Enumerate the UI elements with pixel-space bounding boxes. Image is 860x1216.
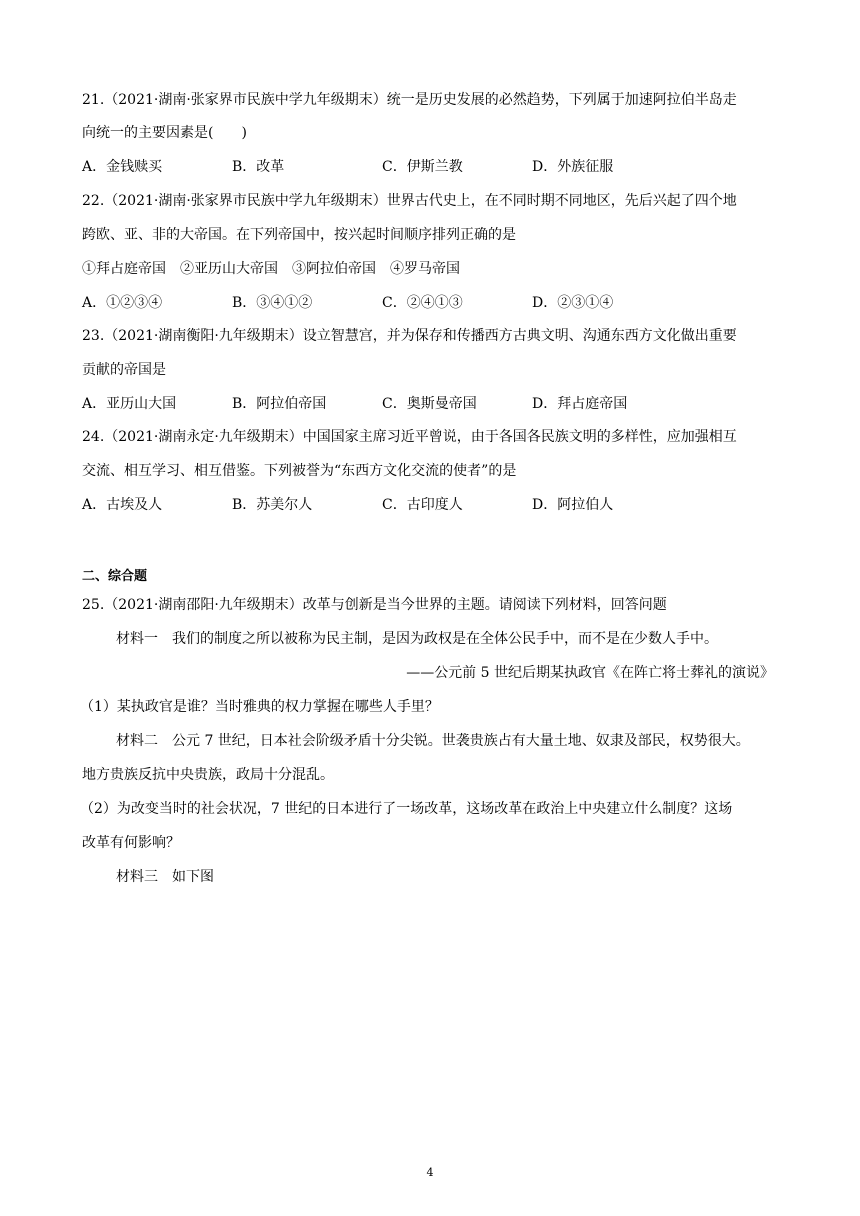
q21-stem-line2: 向统一的主要因素是( ) <box>82 125 247 141</box>
q24-option-b[interactable]: B．苏美尔人 <box>232 497 313 513</box>
q23-option-c[interactable]: C．奥斯曼帝国 <box>382 396 477 412</box>
q23-option-a[interactable]: A．亚历山大国 <box>82 396 177 412</box>
material-2-line2: 地方贵族反抗中央贵族，政局十分混乱。 <box>82 767 334 783</box>
q21-option-a[interactable]: A．金钱赎买 <box>82 159 163 175</box>
sub-question-2-line2: 改革有何影响？ <box>82 835 180 851</box>
q25-stem: 25.（2021·湖南邵阳·九年级期末）改革与创新是当今世界的主题。请阅读下列材料，回答问题 <box>82 597 667 613</box>
q23-stem-line2: 贡献的帝国是 <box>82 362 166 378</box>
sub-question-1: （1）某执政官是谁？当时雅典的权力掌握在哪些人手里？ <box>80 699 439 715</box>
q23-option-b[interactable]: B．阿拉伯帝国 <box>232 396 327 412</box>
page-number: 4 <box>426 1166 434 1179</box>
q21-option-c[interactable]: C．伊斯兰教 <box>382 159 463 175</box>
material-1-source: ——公元前 5 世纪后期某执政官《在阵亡将士葬礼的演说》 <box>406 665 774 681</box>
q22-option-a[interactable]: A．①②③④ <box>82 295 163 311</box>
material-1: 材料一 我们的制度之所以被称为民主制，是因为政权是在全体公民手中，而不是在少数人手中。 <box>116 631 718 647</box>
q22-stem-line3: ①拜占庭帝国 ②亚历山大帝国 ③阿拉伯帝国 ④罗马帝国 <box>82 261 460 277</box>
material-3: 材料三 如下图 <box>116 869 214 885</box>
q23-stem-line1: 23.（2021·湖南衡阳·九年级期末）设立智慧宫，并为保存和传播西方古典文明、沟通东西方文化做出重要 <box>82 328 737 344</box>
q24-option-d[interactable]: D．阿拉伯人 <box>532 497 614 513</box>
q24-option-a[interactable]: A．古埃及人 <box>82 497 163 513</box>
q22-option-d[interactable]: D．②③①④ <box>532 295 614 311</box>
section-title: 二、综合题 <box>82 569 148 584</box>
material-2-line1: 材料二 公元 7 世纪，日本社会阶级矛盾十分尖锐。世袭贵族占有大量土地、奴隶及部民，权势很大。 <box>116 733 750 749</box>
q24-stem-line1: 24.（2021·湖南永定·九年级期末）中国国家主席习近平曾说，由于各国各民族文明的多样性，应加强相互 <box>82 429 737 445</box>
q21-option-d[interactable]: D．外族征服 <box>532 159 614 175</box>
q24-stem-line2: 交流、相互学习、相互借鉴。下列被誉为“东西方文化交流的使者”的是 <box>82 463 517 479</box>
sub-question-2-line1: （2）为改变当时的社会状况，7 世纪的日本进行了一场改革，这场改革在政治上中央建立什么制度？这场 <box>80 801 733 817</box>
q22-option-b[interactable]: B．③④①② <box>232 295 313 311</box>
q22-options <box>82 293 782 313</box>
q23-option-d[interactable]: D．拜占庭帝国 <box>532 396 628 412</box>
q23-options <box>82 394 782 414</box>
q22-option-c[interactable]: C．②④①③ <box>382 295 463 311</box>
q22-stem-line1: 22.（2021·湖南·张家界市民族中学九年级期末）世界古代史上，在不同时期不同地区，先后兴起了四个地 <box>82 193 737 209</box>
q22-stem-line2: 跨欧、亚、非的大帝国。在下列帝国中，按兴起时间顺序排列正确的是 <box>82 227 516 243</box>
q24-option-c[interactable]: C．古印度人 <box>382 497 463 513</box>
q21-stem-line1: 21.（2021·湖南·张家界市民族中学九年级期末）统一是历史发展的必然趋势，下列属于加速阿拉伯半岛走 <box>82 92 737 108</box>
q24-options <box>82 495 782 515</box>
q21-options <box>82 157 782 177</box>
q21-option-b[interactable]: B．改革 <box>232 159 285 175</box>
